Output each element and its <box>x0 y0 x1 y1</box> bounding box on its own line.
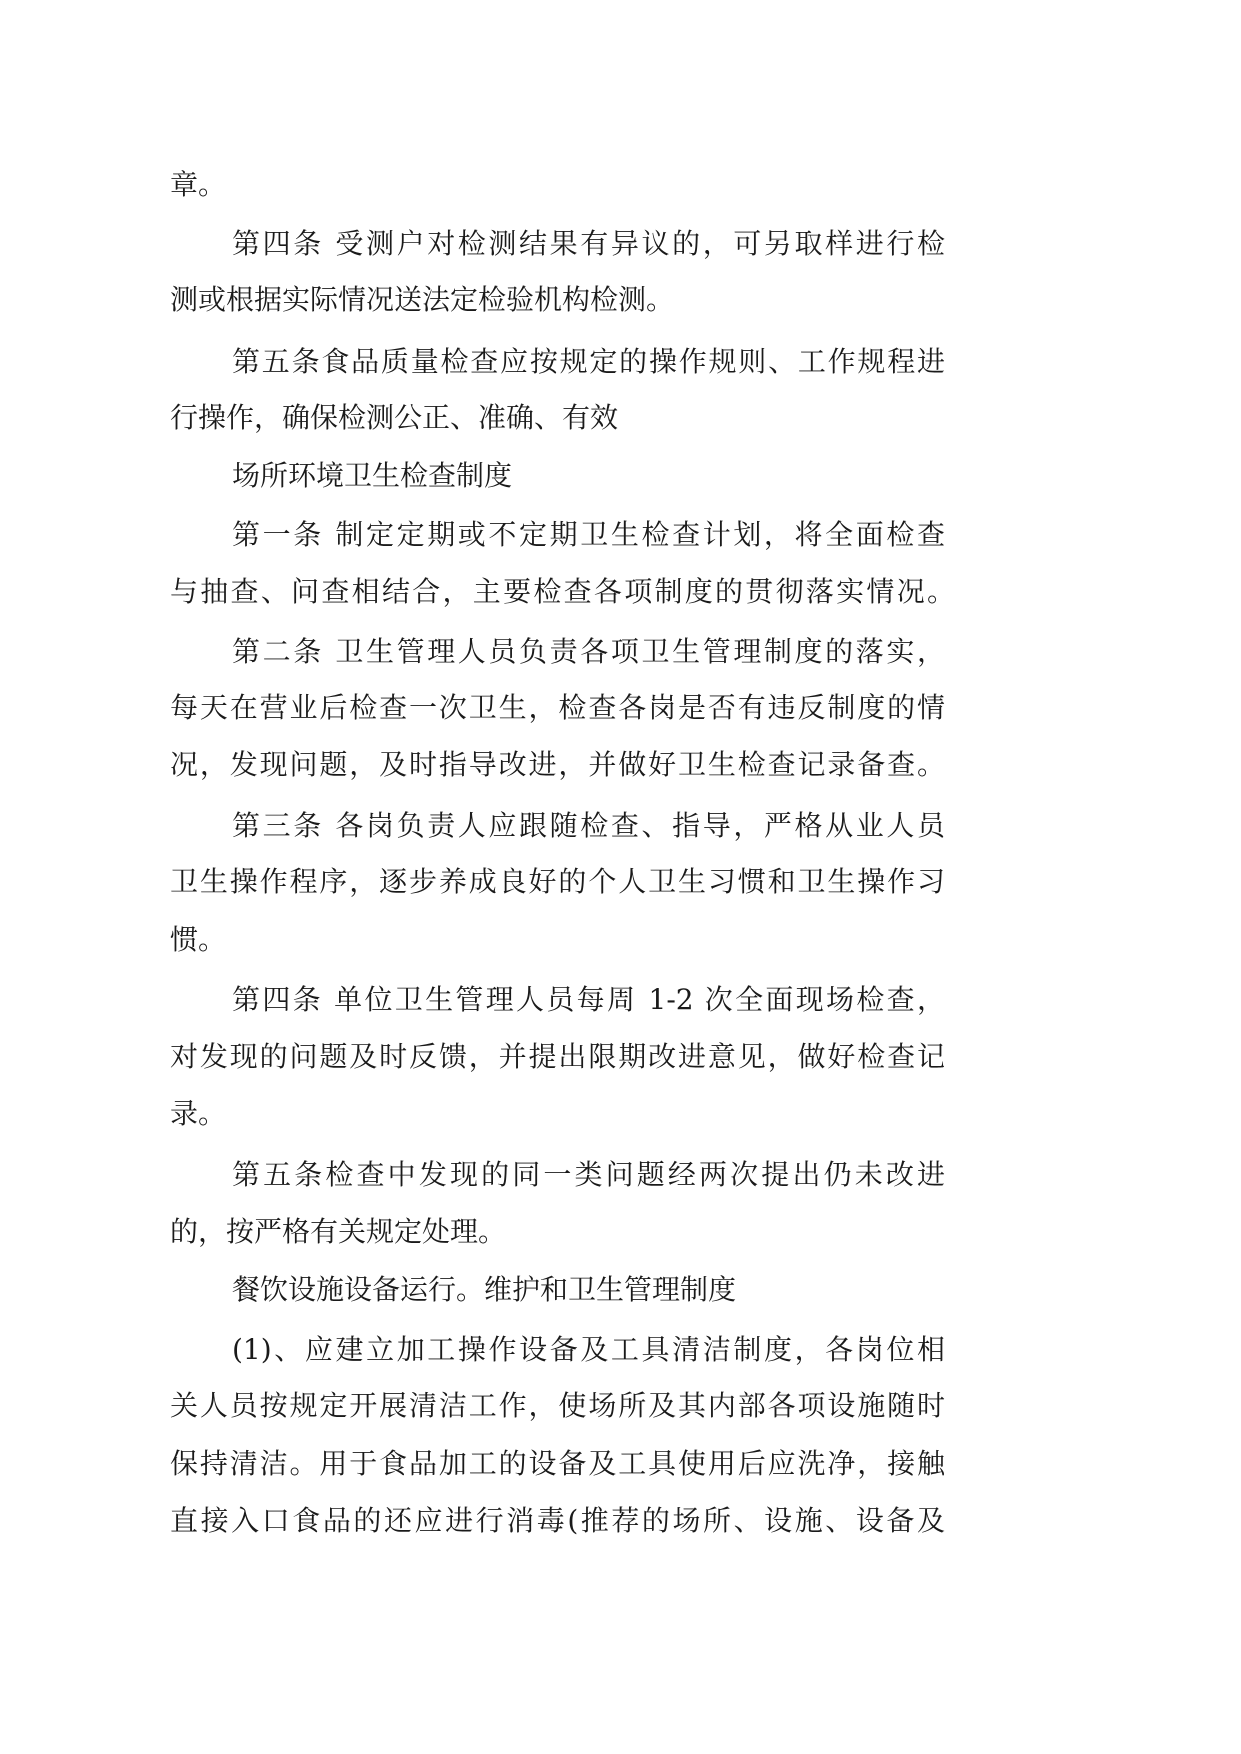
text-line: 第四条 受测户对检测结果有异议的，可另取样进行检 <box>232 227 945 260</box>
section-heading: 场所环境卫生检查制度 <box>232 459 513 492</box>
text-line: 惯。 <box>170 923 227 956</box>
text-line: 第一条 制定定期或不定期卫生检查计划，将全面检查 <box>232 518 945 551</box>
text-line: 第三条 各岗负责人应跟随检查、指导，严格从业人员 <box>232 809 945 842</box>
text-line: 第五条食品质量检查应按规定的操作规则、工作规程进 <box>232 345 945 378</box>
text-line: 卫生操作程序，逐步养成良好的个人卫生习惯和卫生操作习 <box>170 865 945 898</box>
text-line: 第二条 卫生管理人员负责各项卫生管理制度的落实， <box>232 635 945 668</box>
text-line: (1)、应建立加工操作设备及工具清洁制度，各岗位相 <box>232 1333 945 1366</box>
text-line: 行操作，确保检测公正、准确、有效 <box>170 401 619 434</box>
text-line: 对发现的问题及时反馈，并提出限期改进意见，做好检查记 <box>170 1040 945 1073</box>
section-heading: 餐饮设施设备运行。维护和卫生管理制度 <box>232 1273 737 1306</box>
text-line: 章。 <box>170 168 227 201</box>
text-line: 录。 <box>170 1097 227 1130</box>
text-line: 的，按严格有关规定处理。 <box>170 1215 507 1248</box>
text-line: 测或根据实际情况送法定检验机构检测。 <box>170 283 675 316</box>
text-line: 直接入口食品的还应进行消毒(推荐的场所、设施、设备及 <box>170 1504 945 1537</box>
text-line: 第五条检查中发现的同一类问题经两次提出仍未改进 <box>232 1158 945 1191</box>
text-line: 关人员按规定开展清洁工作，使场所及其内部各项设施随时 <box>170 1389 945 1422</box>
text-line: 况，发现问题，及时指导改进，并做好卫生检查记录备查。 <box>170 748 945 781</box>
text-line: 与抽查、问查相结合，主要检查各项制度的贯彻落实情况。 <box>170 575 955 608</box>
text-line: 每天在营业后检查一次卫生，检查各岗是否有违反制度的情 <box>170 691 945 724</box>
text-line: 保持清洁。用于食品加工的设备及工具使用后应洗净，接触 <box>170 1447 945 1480</box>
text-line: 第四条 单位卫生管理人员每周 1-2 次全面现场检查， <box>232 983 945 1016</box>
